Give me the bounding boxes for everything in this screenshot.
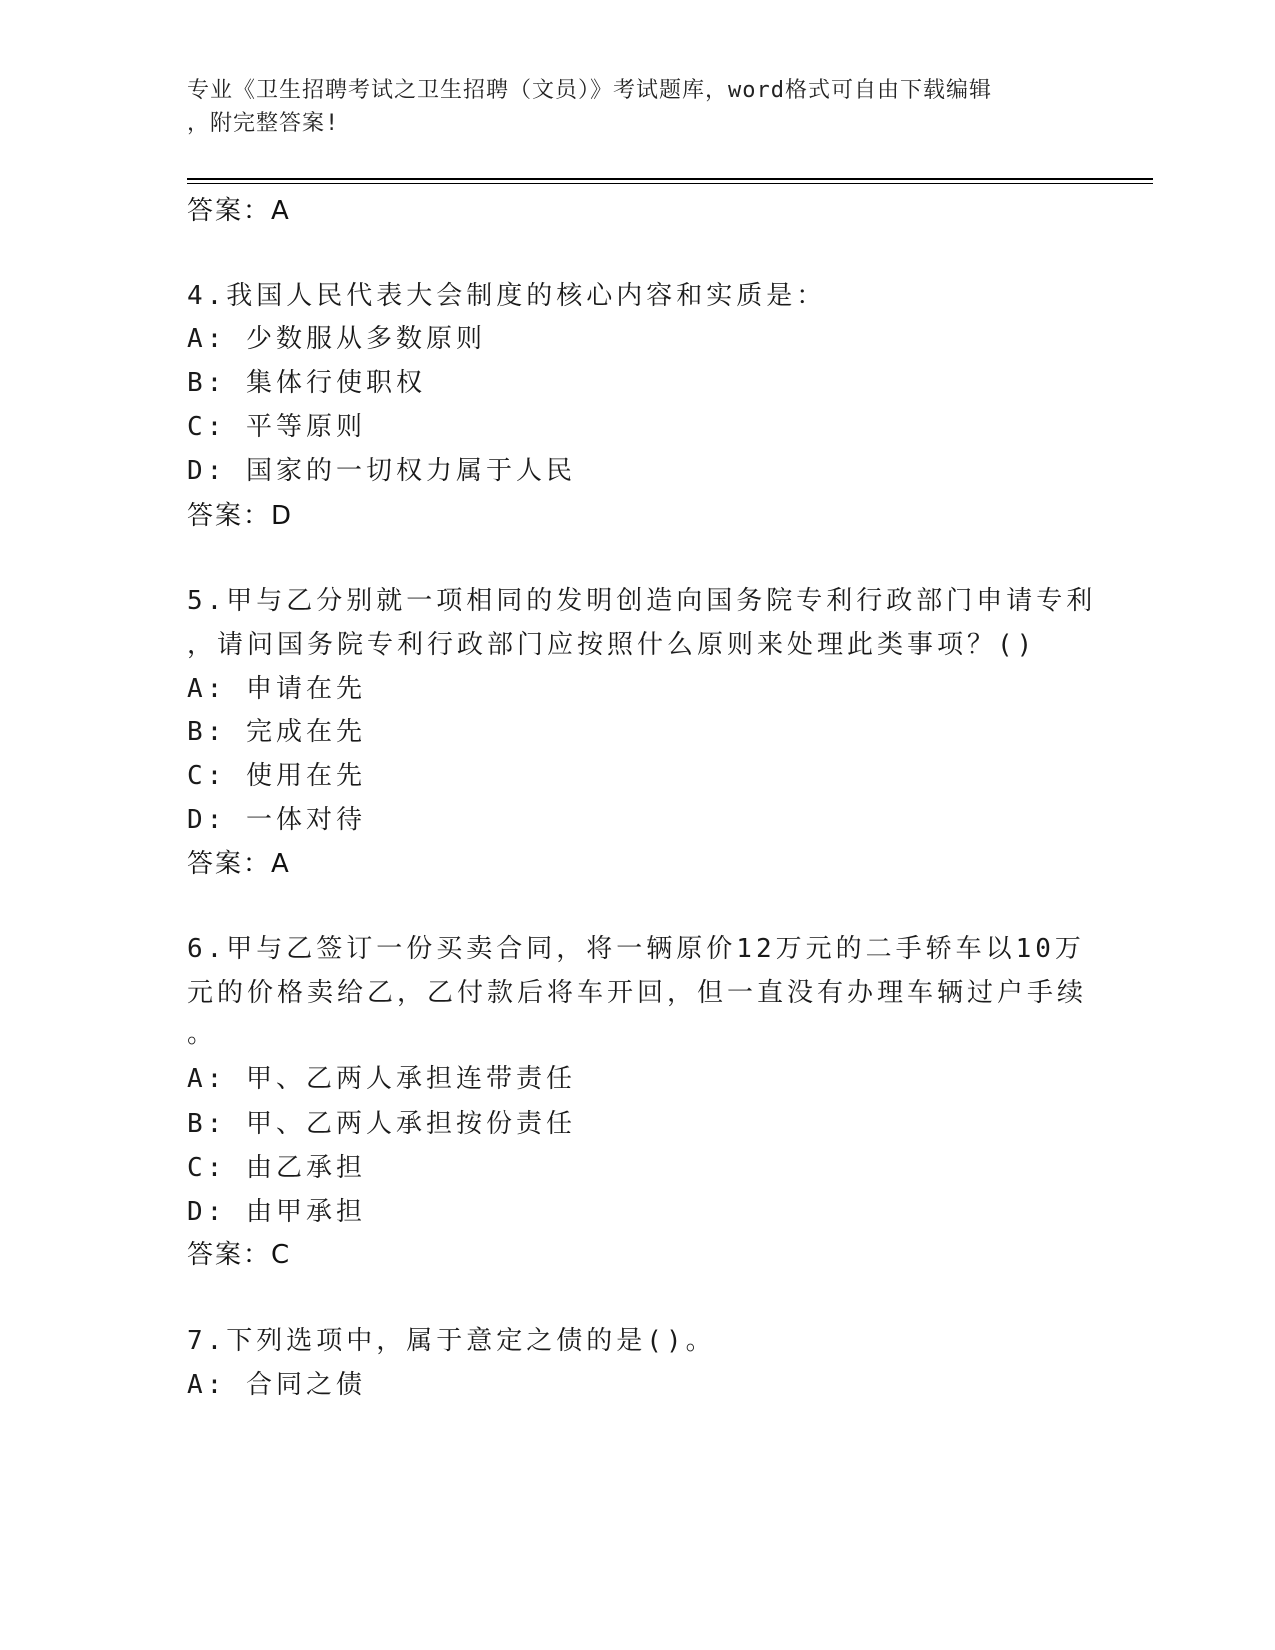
document-header — [187, 74, 1067, 140]
answer-q6: 答案：C — [187, 1240, 292, 1270]
question-5-option-c: C: 使用在先 — [187, 761, 366, 791]
header-line-2: ，附完整答案! — [187, 111, 340, 136]
question-5-stem-line-2: ，请问国务院专利行政部门应按照什么原则来处理此类事项？() — [187, 630, 1037, 660]
question-5-option-a: A: 申请在先 — [187, 674, 366, 704]
question-6-stem-line-3: 。 — [187, 1019, 218, 1049]
question-6-stem-line-1: 6.甲与乙签订一份买卖合同，将一辆原价12万元的二手轿车以10万 — [187, 934, 1085, 964]
question-7-stem: 7.下列选项中，属于意定之债的是()。 — [187, 1326, 716, 1356]
question-6-stem-line-2: 元的价格卖给乙，乙付款后将车开回，但一直没有办理车辆过户手续 — [187, 978, 1088, 1008]
question-5-option-d: D: 一体对待 — [187, 805, 366, 835]
question-5-stem-line-1: 5.甲与乙分别就一项相同的发明创造向国务院专利行政部门申请专利 — [187, 586, 1097, 616]
header-line-1: 专业《卫生招聘考试之卫生招聘（文员）》考试题库，word格式可自由下载编辑 — [187, 78, 992, 103]
question-6-option-a: A: 甲、乙两人承担连带责任 — [187, 1064, 576, 1094]
question-6-option-d: D: 由甲承担 — [187, 1197, 366, 1227]
question-4-option-d: D: 国家的一切权力属于人民 — [187, 456, 576, 486]
answer-q3: 答案：A — [187, 196, 291, 226]
header-rule-thin — [187, 183, 1153, 184]
question-6-option-c: C: 由乙承担 — [187, 1153, 366, 1183]
question-4-option-b: B: 集体行使职权 — [187, 368, 426, 398]
question-4-stem: 4.我国人民代表大会制度的核心内容和实质是： — [187, 281, 827, 311]
question-4-option-c: C: 平等原则 — [187, 412, 366, 442]
question-7-option-a: A: 合同之债 — [187, 1370, 366, 1400]
question-6-option-b: B: 甲、乙两人承担按份责任 — [187, 1109, 576, 1139]
answer-q5: 答案：A — [187, 849, 291, 879]
header-rule-thick — [187, 178, 1153, 180]
question-5-option-b: B: 完成在先 — [187, 717, 366, 747]
answer-q4: 答案：D — [187, 501, 294, 531]
question-4-option-a: A: 少数服从多数原则 — [187, 324, 486, 354]
